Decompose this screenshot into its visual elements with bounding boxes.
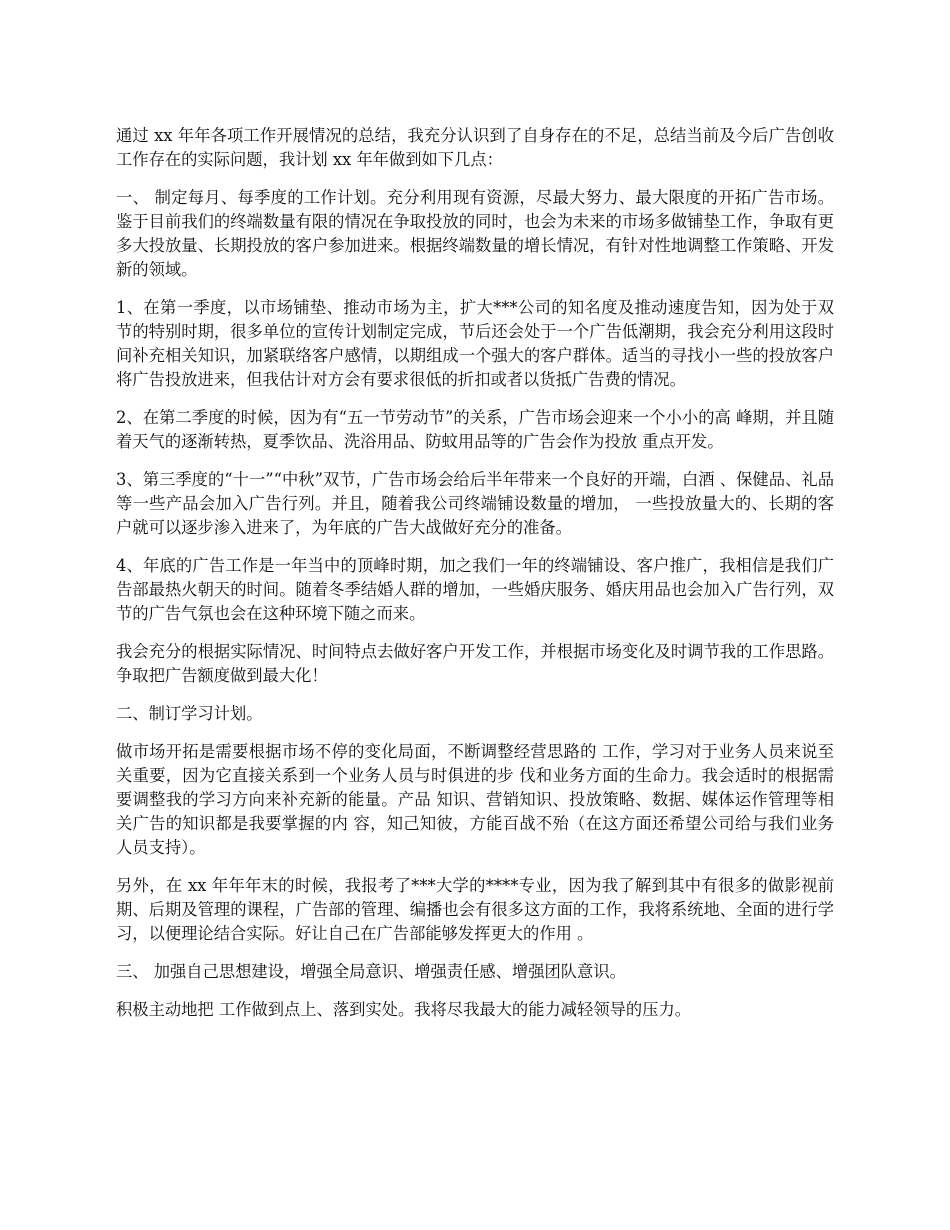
q2-paragraph: 2、在第二季度的时候，因为有“五一节劳动节”的关系，广告市场会迎来一个小小的高 峰期，并且随着天气的逐渐转热，夏季饮品、洗浴用品、防蚊用品等的广告会作为投放 重点开发。 xyxy=(116,408,834,451)
section-two-heading: 二、制订学习计划。 xyxy=(116,704,263,723)
q4-paragraph: 4、年底的广告工作是一年当中的顶峰时期，加之我们一年的终端铺设、客户推广，我相信是我们广告部最热火朝天的时间。随着冬季结婚人群的增加，一些婚庆服务、婚庆用品也会加入广告行列，双节的广告气氛也会在这种环境下随之而来。 xyxy=(116,556,834,623)
course-paragraph: 另外，在 xx 年年年末的时候，我报考了***大学的****专业，因为我了解到其中有很多的做影视前期、后期及管理的课程，广告部的管理、编播也会有很多这方面的工作，我将系统地、全面的进行学习，以便理论结合实际。好让自己在广告部能够发挥更大的作用 。 xyxy=(116,876,834,943)
closing-paragraph: 积极主动地把 工作做到点上、落到实处。我将尽我最大的能力减轻领导的压力。 xyxy=(116,1000,692,1019)
q3-paragraph: 3、第三季度的“十一”“中秋”双节，广告市场会给后半年带来一个良好的开端，白酒 、保健品、礼品等一些产品会加入广告行列。并且，随着我公司终端铺设数量的增加， 一些投放量大的、长期的客户就可以逐步渗入进来了，为年底的广告大战做好充分的准备。 xyxy=(116,470,834,537)
study-paragraph: 做市场开拓是需要根据市场不停的变化局面，不断调整经营思路的 工作，学习对于业务人员来说至关重要，因为它直接关系到一个业务人员与时俱进的步 伐和业务方面的生命力。我会适时的根据需要调整我的学习方向来补充新的能量。产品 知识、营销知识、投放策略、数据、媒体运作管理等相关广告的知识都是我要掌握的内 容，知己知彼，方能百战不殆（在这方面还希望公司给与我们业务人员支持）。 xyxy=(116,742,834,857)
section-one-heading-paragraph: 一、 制定每月、每季度的工作计划。充分利用现有资源，尽最大努力、最大限度的开拓广告市场。鉴于目前我们的终端数量有限的情况在争取投放的同时，也会为未来的市场多做铺垫工作，争取有更多大投放量、长期投放的客户参加进来。根据终端数量的增长情况，有针对性地调整工作策略、开发新的领域。 xyxy=(116,188,834,279)
intro-paragraph: 通过 xx 年年各项工作开展情况的总结，我充分认识到了自身存在的不足，总结当前及今后广告创收工作存在的实际问题，我计划 xx 年年做到如下几点： xyxy=(116,126,834,169)
section-three-heading: 三、 加强自己思想建设，增强全局意识、增强责任感、增强团队意识。 xyxy=(116,962,626,981)
summary-paragraph: 我会充分的根据实际情况、时间特点去做好客户开发工作，并根据市场变化及时调节我的工作思路。争取把广告额度做到最大化！ xyxy=(116,642,834,685)
q1-paragraph: 1、在第一季度，以市场铺垫、推动市场为主，扩大***公司的知名度及推动速度告知，因为处于双节的特别时期，很多单位的宣传计划制定完成，节后还会处于一个广告低潮期，我会充分利用这段时间补充相关知识，加紧联络客户感情，以期组成一个强大的客户群体。适当的寻找小一些的投放客户将广告投放进来，但我估计对方会有要求很低的折扣或者以货抵广告费的情况。 xyxy=(116,298,834,389)
